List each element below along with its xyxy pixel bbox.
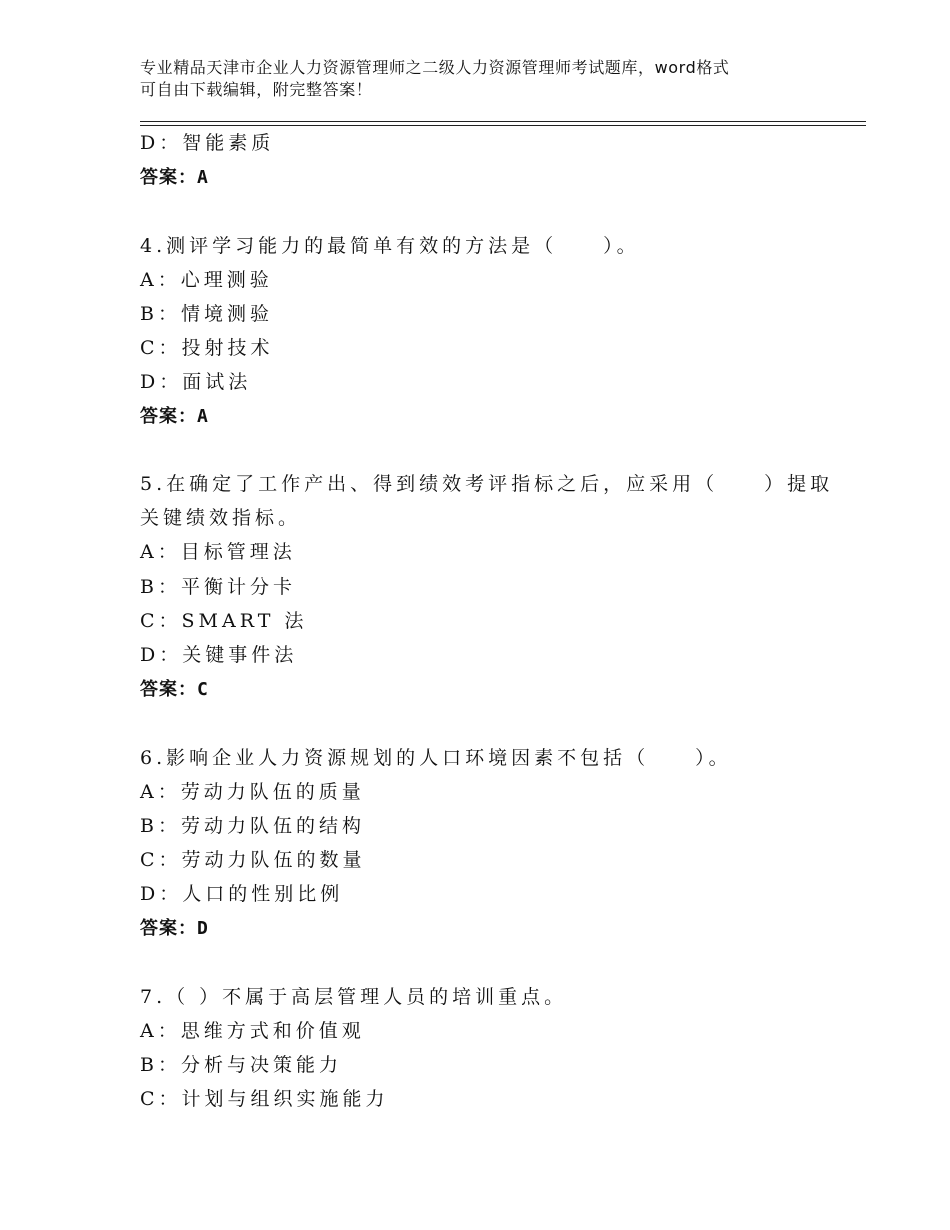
q5-stem-line-2: 关键绩效指标。 — [140, 507, 302, 529]
q5-option-a: A：目标管理法 — [140, 541, 296, 563]
answer-label: 答案： — [140, 679, 197, 700]
q4-option-d: D：面试法 — [140, 371, 252, 393]
answer-label: 答案： — [140, 406, 197, 427]
q5-stem-line-1: 5.在确定了工作产出、得到绩效考评指标之后，应采用（ ）提取 — [140, 473, 834, 495]
q4-option-b: B：情境测验 — [140, 303, 273, 325]
q5-option-d: D：关键事件法 — [140, 644, 298, 666]
q6-option-d: D：人口的性别比例 — [140, 883, 344, 905]
q7-option-c: C：计划与组织实施能力 — [140, 1088, 389, 1110]
answer-value: A — [197, 167, 209, 188]
header-line-1: 专业精品天津市企业人力资源管理师之二级人力资源管理师考试题库，word格式 — [140, 58, 730, 77]
q5-option-c: C：SMART 法 — [140, 610, 308, 632]
answer-value: D — [197, 918, 209, 939]
answer-value: A — [197, 406, 209, 427]
q6-option-c: C：劳动力队伍的数量 — [140, 849, 366, 871]
q4-answer — [140, 404, 209, 430]
q5-option-b: B：平衡计分卡 — [140, 576, 296, 598]
header-rule-top — [140, 121, 866, 122]
q4-stem: 4.测评学习能力的最简单有效的方法是（ ）。 — [140, 235, 640, 257]
answer-value: C — [197, 679, 209, 700]
q7-stem: 7.（ ）不属于高层管理人员的培训重点。 — [140, 986, 568, 1008]
q6-option-a: A：劳动力队伍的质量 — [140, 781, 365, 803]
header-rule-bottom — [140, 125, 866, 126]
answer-label: 答案： — [140, 918, 197, 939]
header-line-2: 可自由下载编辑，附完整答案！ — [140, 80, 373, 99]
q4-option-c: C：投射技术 — [140, 337, 274, 359]
q6-option-b: B：劳动力队伍的结构 — [140, 815, 365, 837]
q7-option-b: B：分析与决策能力 — [140, 1054, 342, 1076]
q7-option-a: A：思维方式和价值观 — [140, 1020, 365, 1042]
q6-answer — [140, 916, 209, 942]
q6-stem: 6.影响企业人力资源规划的人口环境因素不包括（ ）。 — [140, 747, 732, 769]
q4-option-a: A：心理测验 — [140, 269, 273, 291]
answer-label: 答案： — [140, 167, 197, 188]
document-header — [140, 57, 840, 101]
q3-option-d: D：智能素质 — [140, 132, 275, 154]
q3-answer — [140, 165, 209, 191]
q5-answer — [140, 677, 209, 703]
